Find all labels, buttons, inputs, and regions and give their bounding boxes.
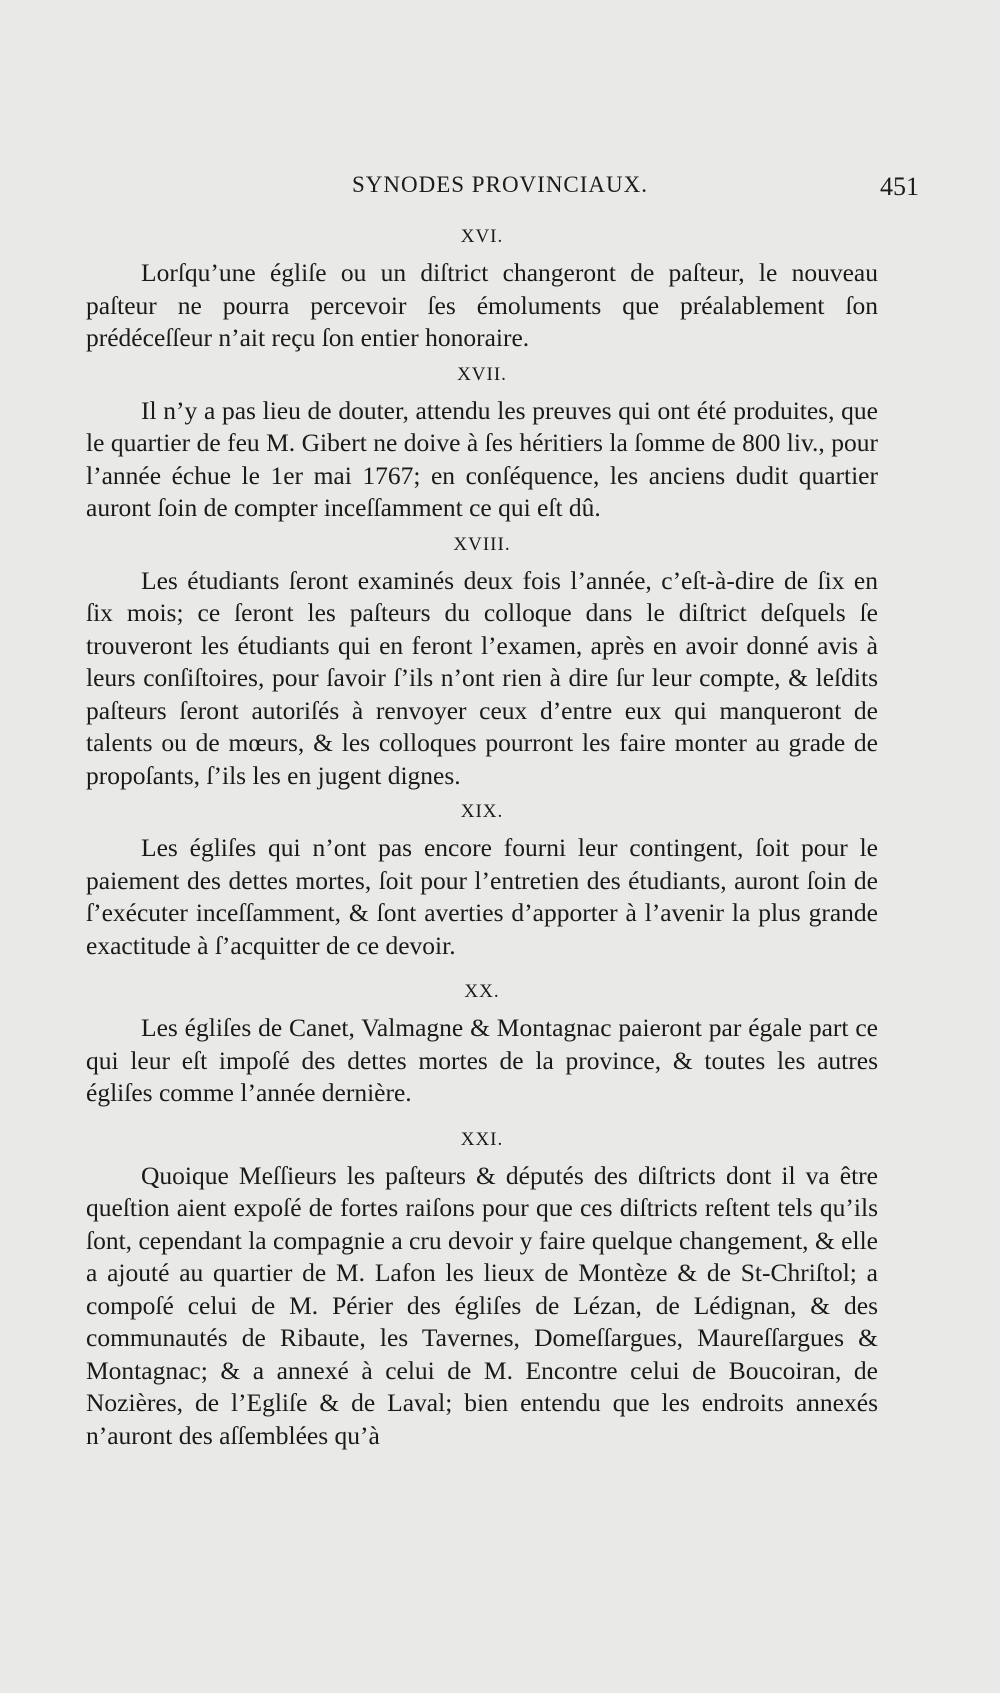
page-number: 451 [880,172,919,201]
article-text: Les égliſes de Canet, Valmagne & Montagnac paieront par égale part ce qui leur eſt impoſé des dettes mortes de la province, & toutes les autres égliſes comme l’année dernière. [86,1013,878,1107]
article-number: XVII. [457,363,507,385]
article-text: Les étudiants ſeront examinés deux fois l’année, c’eſt-à-dire de ſix en ſix mois; ce ſeront les paſteurs du colloque dans le diſtrict deſquels ſe trouveront les étudiants qui en feront l’examen, après en avoir donné avis à leurs conſiſtoires, pour ſavoir ſ’ils n’ont rien à dire ſur leur compte, & leſdits paſteurs ſeront autoriſés à renvoyer ceux d’entre eux qui manqueront de talents ou de mœurs, & les colloques pourront les faire monter au grade de propoſants, ſ’ils les en jugent dignes. [86,565,878,790]
article-number: XVI. [460,226,504,247]
running-title: SYNODES PROVINCIAUX. [351,172,649,197]
article-text: Les égliſes qui n’ont pas encore fourni leur contingent, ſoit pour le paiement des dettes mortes, ſoit pour l’entretien des étudiants, auront ſoin de ſ’exécuter inceſſamment, & ſont averties d’apporter à l’avenir la plus grande exactitude à ſ’acquitter de ce devoir. [86,833,878,960]
article-text: Quoique Meſſieurs les paſteurs & députés des diſtricts dont il va être queſtion aient expoſé de fortes raiſons pour que ces diſtricts reſtent tels qu’ils ſont, cependant la compagnie a cru devoir y faire quelque changement, & elle a ajouté au quartier de M. Lafon les lieux de Montèze & de St-Chriſtol; a compoſé celui de M. Périer des égliſes de Lézan, de Lédignan, & des communautés de Ribaute, les Tavernes, Domeſſargues, Maureſſargues & Montagnac; & a annexé à celui de M. Encontre celui de Boucoiran, de Nozières, de l’Egliſe & de Laval; bien entendu que les endroits annexés n’auront des aſſemblées qu’à [86,1160,878,1450]
article-number: XXI. [460,1128,504,1150]
article-text: Il n’y a pas lieu de douter, attendu les preuves qui ont été produites, que le quartier de feu M. Gibert ne doive à ſes héritiers la ſomme de 800 liv., pour l’année échue le 1er mai 1767; en conſéquence, les anciens dudit quartier auront ſoin de compter inceſſamment ce qui eſt dû. [86,395,878,522]
article-number: XIX. [460,801,504,822]
article-text: Lorſqu’une égliſe ou un diſtrict changeront de paſteur, le nouveau paſteur ne pourra percevoir ſes émoluments que préalablement ſon prédéceſſeur n’ait reçu ſon entier honoraire. [86,258,878,352]
page-body [86,225,878,1452]
article-number: XX. [464,981,500,1002]
article-number: XVIII. [453,533,511,555]
